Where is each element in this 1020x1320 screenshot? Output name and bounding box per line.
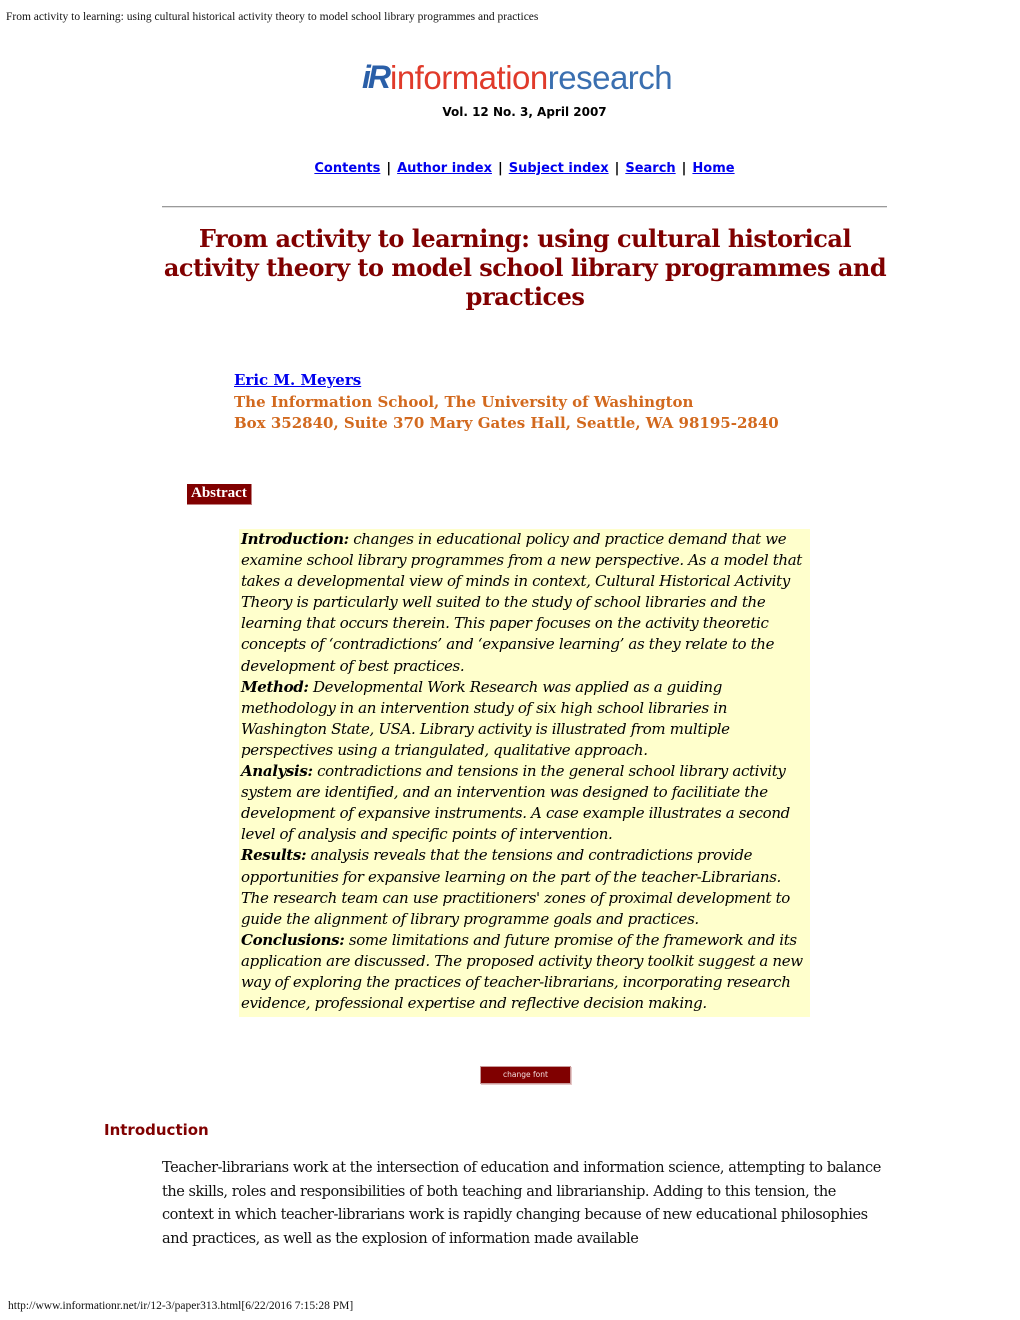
change-font-button[interactable]: change font [480, 1066, 571, 1084]
abstract-text: analysis reveals that the tensions and contradictions provide opportunities for expansive learning on the part of the teacher-Librarians. The research team can use practitioners' zones of proximal development to guide the alignment of library programme goals and practices. [241, 846, 790, 928]
abstract-label: Abstract [187, 484, 252, 505]
logo-word-information: information [390, 58, 548, 96]
article-title: From activity to learning: using cultural historical activity theory to model school library programmes and practices [163, 224, 887, 311]
author-block [234, 370, 779, 435]
abstract-heading: Method: [241, 677, 309, 696]
journal-logo[interactable] [362, 58, 672, 96]
nav-separator: | [614, 161, 620, 176]
nav-separator: | [497, 161, 503, 176]
introduction-paragraph: Teacher-librarians work at the intersection of education and information science, attempting to balance the skills, roles and responsibilities of both teaching and librarianship. Adding to this tension, the context in which teacher-librarians work is rapidly changing because of new educational philosophies and practices, as well as the explosion of information made available [162, 1160, 881, 1247]
nav-link-search[interactable]: Search [625, 161, 676, 176]
print-header: From activity to learning: using cultural historical activity theory to model school library programmes and practices [6, 11, 539, 23]
abstract-section-method [241, 677, 810, 761]
abstract-text: Developmental Work Research was applied as a guiding methodology in an intervention study of six high school libraries in Washington State, USA. Library activity is illustrated from multiple perspectives using a triangulated, qualitative approach. [241, 677, 730, 759]
author-link[interactable]: Eric M. Meyers [234, 371, 362, 389]
issue-info: Vol. 12 No. 3, April 2007 [442, 105, 607, 119]
abstract-section-results [241, 845, 810, 929]
abstract-heading: Introduction: [241, 530, 349, 548]
abstract-section-conclusions [241, 930, 810, 1014]
ir-logo-icon: iR [362, 59, 388, 95]
nav-link-contents[interactable]: Contents [314, 161, 381, 176]
abstract-box [239, 529, 810, 1017]
abstract-section-introduction [241, 529, 810, 677]
print-footer-url: http://www.informationr.net/ir/12-3/paper313.html[6/22/2016 7:15:28 PM] [8, 1300, 354, 1312]
abstract-text: contradictions and tensions in the general school library activity system are identified, and an intervention was designed to facilitiate the development of expansive instruments. A case example illustrates a second level of analysis and specific points of intervention. [241, 762, 790, 844]
nav-separator: | [386, 161, 392, 176]
abstract-heading: Results: [241, 846, 307, 865]
nav-link-home[interactable]: Home [692, 161, 735, 176]
abstract-heading: Analysis: [241, 762, 313, 781]
site-navigation [0, 161, 1020, 176]
section-heading-introduction: Introduction [104, 1121, 209, 1139]
header-divider [162, 206, 887, 208]
nav-separator: | [681, 161, 687, 176]
author-affiliation: The Information School, The University of Washington [234, 392, 694, 411]
logo-word-research: research [547, 58, 673, 96]
abstract-section-analysis [241, 761, 810, 845]
author-address: Box 352840, Suite 370 Mary Gates Hall, Seattle, WA 98195-2840 [234, 414, 779, 432]
nav-link-subject-index[interactable]: Subject index [508, 161, 609, 176]
abstract-text: changes in educational policy and practice demand that we examine school library programmes from a new perspective. As a model that takes a developmental view of minds in context, Cultural Historical Activity Theory is particularly well suited to the study of school libraries and the learning that occurs therein. This paper focuses on the activity theoretic concepts of ‘contradictions’ and ‘expansive learning’ as they relate to the development of best practices. [241, 530, 802, 675]
abstract-heading: Conclusions: [241, 930, 345, 949]
abstract-text: some limitations and future promise of the framework and its application are discussed. The proposed activity theory toolkit suggest a new way of exploring the practices of teacher-librarians, incorporating research evidence, professional expertise and reflective decision making. [241, 930, 803, 1013]
nav-link-author-index[interactable]: Author index [397, 161, 492, 176]
